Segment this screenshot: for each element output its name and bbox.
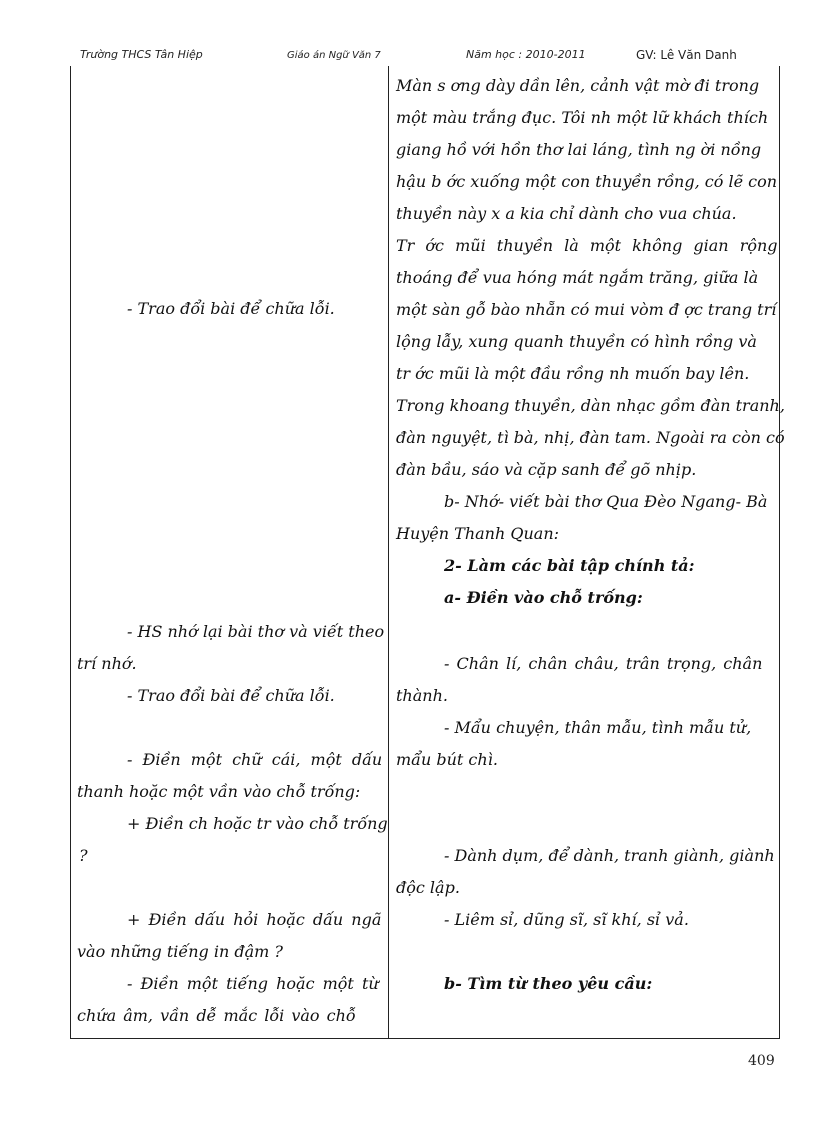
right-line: giang hồ với hồn thơ lai láng, tình ng ời nồng [396, 140, 762, 159]
column-divider [388, 66, 389, 1039]
left-line: - Trao đổi bài để chữa lỗi. [127, 686, 335, 705]
right-line: - Mẩu chuyện, thân mẫu, tình mẫu tử, [444, 718, 752, 737]
left-line: chứa âm, vần dễ mắc lỗi vào chỗ [77, 1006, 356, 1025]
header-school: Trường THCS Tân Hiệp [80, 48, 203, 61]
right-line: mẩu bút chì. [396, 750, 498, 769]
subsection-heading: a- Điền vào chỗ trống: [444, 588, 643, 607]
left-line: - Trao đổi bài để chữa lỗi. [127, 299, 335, 318]
left-line: ? [79, 846, 88, 865]
left-line: + Điền ch hoặc tr vào chỗ trống [127, 814, 388, 833]
right-line: - Liêm sỉ, dũng sĩ, sĩ khí, sỉ vả. [444, 910, 689, 929]
right-line: thoáng để vua hóng mát ngắm trăng, giữa là [396, 268, 759, 287]
left-line: thanh hoặc một vần vào chỗ trống: [77, 782, 361, 801]
right-line: thành. [396, 686, 448, 705]
right-line: Tr ớc mũi thuyền là một không gian rộng [396, 236, 778, 255]
right-line: đàn bầu, sáo và cặp sanh để gõ nhịp. [396, 460, 697, 479]
right-line: thuyền này x a kia chỉ dành cho vua chúa. [396, 204, 737, 223]
right-line: Màn s ơng dày dần lên, cảnh vật mờ đi trong [396, 76, 760, 95]
right-line: - Chân lí, chân châu, trân trọng, chân [444, 654, 763, 673]
right-line: tr ớc mũi là một đầu rồng nh muốn bay lên. [396, 364, 750, 383]
page-number: 409 [748, 1053, 775, 1069]
left-line: - Điền một chữ cái, một dấu [127, 750, 383, 769]
right-line: hậu b ớc xuống một con thuyền rồng, có lẽ con [396, 172, 778, 191]
left-line: - HS nhớ lại bài thơ và viết theo [127, 622, 385, 641]
left-line: trí nhớ. [77, 654, 137, 673]
right-line: Trong khoang thuyền, dàn nhạc gồm đàn tranh, [396, 396, 785, 415]
header-year: Năm học : 2010-2011 [466, 48, 586, 61]
left-line: - Điền một tiếng hoặc một từ [127, 974, 379, 993]
right-line: độc lập. [396, 878, 460, 897]
right-line: lộng lẫy, xung quanh thuyền có hình rồng và [396, 332, 757, 351]
header-teacher: GV: Lê Văn Danh [636, 48, 737, 62]
right-line: Huyện Thanh Quan: [396, 524, 560, 543]
left-line: vào những tiếng in đậm ? [77, 942, 283, 961]
right-line: đàn nguyệt, tì bà, nhị, đàn tam. Ngoài ra còn có [396, 428, 785, 447]
subsection-heading: b- Tìm từ theo yêu cầu: [444, 974, 653, 993]
section-heading: 2- Làm các bài tập chính tả: [444, 556, 695, 575]
right-line: một sàn gỗ bào nhẵn có mui vòm đ ợc trang trí [396, 300, 777, 319]
left-line: + Điền dấu hỏi hoặc dấu ngã [127, 910, 382, 929]
right-line: b- Nhớ- viết bài thơ Qua Đèo Ngang- Bà [444, 492, 768, 511]
header-subject: Giáo án Ngữ Văn 7 [287, 50, 381, 61]
right-line: một màu trắng đục. Tôi nh một lữ khách thích [396, 108, 769, 127]
right-line: - Dành dụm, để dành, tranh giành, giành [444, 846, 775, 865]
